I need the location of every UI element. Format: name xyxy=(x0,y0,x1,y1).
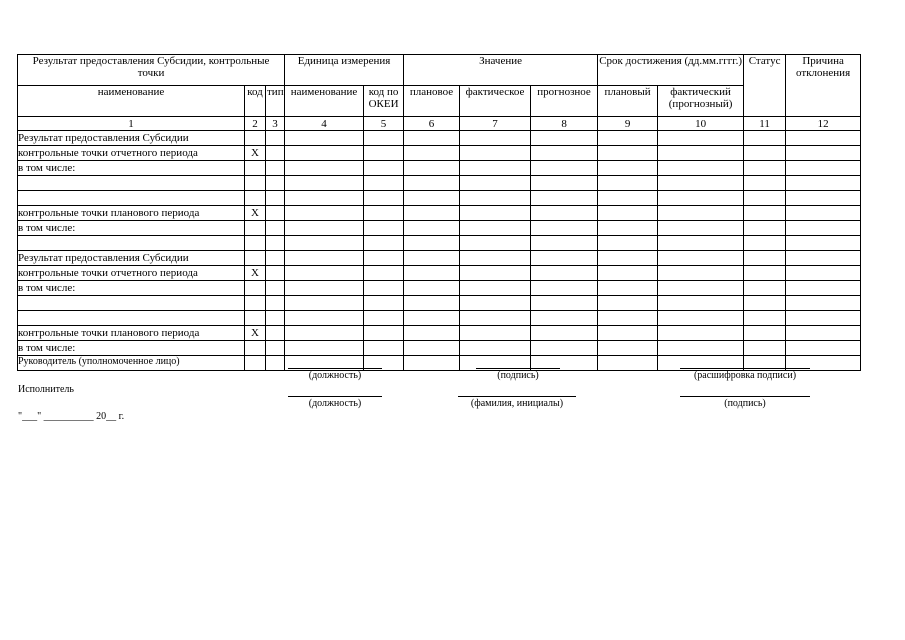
row-label: Результат предоставления Субсидии xyxy=(18,251,245,266)
executor-signature-caption: (подпись) xyxy=(724,398,766,409)
executor-position-caption: (должность) xyxy=(308,398,362,409)
table-cell xyxy=(658,326,744,341)
table-cell xyxy=(266,131,285,146)
row-code-cell xyxy=(245,131,266,146)
table-cell xyxy=(285,161,364,176)
table-row xyxy=(18,341,861,356)
table-cell xyxy=(531,311,598,326)
column-number-11: 11 xyxy=(744,117,786,131)
row-label: контрольные точки отчетного периода xyxy=(18,146,245,161)
table-cell xyxy=(460,326,531,341)
table-cell xyxy=(364,266,404,281)
table-cell xyxy=(744,251,786,266)
table-cell xyxy=(364,251,404,266)
table-cell xyxy=(404,251,460,266)
table-cell xyxy=(285,131,364,146)
table-cell xyxy=(744,281,786,296)
table-cell xyxy=(460,176,531,191)
row-label xyxy=(18,311,245,326)
table-cell xyxy=(460,221,531,236)
header-code: код xyxy=(245,86,266,117)
table-cell xyxy=(598,206,658,221)
table-cell xyxy=(266,236,285,251)
head-decoding-caption: (расшифровка подписи) xyxy=(693,370,797,381)
head-label: Руководитель (уполномоченное лицо) xyxy=(18,356,180,367)
column-number-4: 4 xyxy=(285,117,364,131)
table-cell xyxy=(404,131,460,146)
row-code-cell xyxy=(245,356,266,371)
table-cell xyxy=(531,131,598,146)
table-cell xyxy=(744,146,786,161)
table-cell xyxy=(598,326,658,341)
row-label: Результат предоставления Субсидии xyxy=(18,131,245,146)
head-position-line xyxy=(288,368,382,369)
row-code-cell xyxy=(245,341,266,356)
table-cell xyxy=(266,176,285,191)
row-label xyxy=(18,191,245,206)
row-label: контрольные точки отчетного периода xyxy=(18,266,245,281)
table-cell xyxy=(744,341,786,356)
table-cell xyxy=(404,341,460,356)
table-cell xyxy=(364,206,404,221)
header-unit-group: Единица измерения xyxy=(285,55,404,86)
table-cell xyxy=(285,236,364,251)
table-cell xyxy=(460,281,531,296)
table-row xyxy=(18,131,861,146)
table-cell xyxy=(598,311,658,326)
table-cell xyxy=(598,146,658,161)
table-cell xyxy=(658,311,744,326)
table-cell xyxy=(364,296,404,311)
table-cell xyxy=(658,131,744,146)
table-cell xyxy=(658,191,744,206)
table-cell xyxy=(266,356,285,371)
header-forecast: прогнозное xyxy=(531,86,598,117)
row-label: в том числе: xyxy=(18,341,245,356)
table-cell xyxy=(598,176,658,191)
table-cell xyxy=(404,326,460,341)
table-cell xyxy=(786,161,861,176)
table-cell xyxy=(531,266,598,281)
table-cell xyxy=(531,161,598,176)
table-cell xyxy=(744,131,786,146)
table-cell xyxy=(598,191,658,206)
row-code-cell xyxy=(245,176,266,191)
table-row xyxy=(18,146,861,161)
table-cell xyxy=(744,206,786,221)
table-cell xyxy=(786,146,861,161)
table-cell xyxy=(658,236,744,251)
head-signature-line xyxy=(476,368,560,369)
table-cell xyxy=(364,281,404,296)
column-number-6: 6 xyxy=(404,117,460,131)
table-cell xyxy=(364,161,404,176)
row-label: в том числе: xyxy=(18,161,245,176)
row-code-cell: X xyxy=(245,326,266,341)
header-unit-name: наименование xyxy=(285,86,364,117)
table-cell xyxy=(266,311,285,326)
table-row xyxy=(18,206,861,221)
table-cell xyxy=(598,251,658,266)
table-cell xyxy=(285,296,364,311)
table-cell xyxy=(786,296,861,311)
table-cell xyxy=(460,131,531,146)
table-cell xyxy=(658,176,744,191)
row-code-cell xyxy=(245,311,266,326)
table-cell xyxy=(786,341,861,356)
row-label: в том числе: xyxy=(18,281,245,296)
row-code-cell xyxy=(245,161,266,176)
header-okei-code: код по ОКЕИ xyxy=(364,86,404,117)
table-cell xyxy=(404,296,460,311)
table-cell xyxy=(404,146,460,161)
table-cell xyxy=(658,146,744,161)
table-cell xyxy=(404,176,460,191)
head-signature-caption: (подпись) xyxy=(497,370,539,381)
table-cell xyxy=(531,251,598,266)
table-cell xyxy=(364,311,404,326)
table-row xyxy=(18,161,861,176)
table-cell xyxy=(404,281,460,296)
table-cell xyxy=(786,131,861,146)
row-code-cell: X xyxy=(245,146,266,161)
table-cell xyxy=(266,161,285,176)
table-cell xyxy=(364,326,404,341)
column-number-5: 5 xyxy=(364,117,404,131)
table-row xyxy=(18,326,861,341)
column-number-3: 3 xyxy=(266,117,285,131)
table-cell xyxy=(786,191,861,206)
header-type: тип xyxy=(266,86,285,117)
row-code-cell xyxy=(245,221,266,236)
table-cell xyxy=(460,296,531,311)
column-number-2: 2 xyxy=(245,117,266,131)
table-cell xyxy=(658,266,744,281)
table-cell xyxy=(786,326,861,341)
executor-position-line xyxy=(288,396,382,397)
table-row xyxy=(18,236,861,251)
table-row xyxy=(18,251,861,266)
table-cell xyxy=(786,281,861,296)
table-cell xyxy=(460,236,531,251)
table-cell xyxy=(266,266,285,281)
table-cell xyxy=(404,191,460,206)
row-label xyxy=(18,296,245,311)
table-cell xyxy=(786,251,861,266)
table-cell xyxy=(598,341,658,356)
column-number-9: 9 xyxy=(598,117,658,131)
table-cell xyxy=(786,311,861,326)
table-cell xyxy=(266,221,285,236)
column-number-12: 12 xyxy=(786,117,861,131)
table-row xyxy=(18,311,861,326)
header-name: наименование xyxy=(18,86,245,117)
table-cell xyxy=(598,296,658,311)
row-label xyxy=(18,176,245,191)
table-row xyxy=(18,221,861,236)
table-cell xyxy=(404,266,460,281)
table-cell xyxy=(744,296,786,311)
table-cell xyxy=(658,161,744,176)
report-table xyxy=(17,54,861,371)
header-result-group: Результат предоставления Субсидии, контрольные точки xyxy=(18,55,285,86)
table-cell xyxy=(460,251,531,266)
table-cell xyxy=(531,206,598,221)
table-cell xyxy=(786,221,861,236)
table-cell xyxy=(460,206,531,221)
table-cell xyxy=(266,191,285,206)
table-cell xyxy=(658,251,744,266)
header-deadline-group: Срок достижения (дд.мм.гггг.) xyxy=(598,55,744,86)
table-cell xyxy=(266,146,285,161)
table-cell xyxy=(531,236,598,251)
executor-label: Исполнитель xyxy=(18,384,74,395)
table-cell xyxy=(285,251,364,266)
table-cell xyxy=(786,176,861,191)
header-status: Статус xyxy=(744,55,786,117)
table-cell xyxy=(364,341,404,356)
table-cell xyxy=(404,161,460,176)
row-code-cell xyxy=(245,236,266,251)
row-code-cell xyxy=(245,251,266,266)
table-cell xyxy=(744,326,786,341)
header-planned-date: плановый xyxy=(598,86,658,117)
table-cell xyxy=(364,221,404,236)
table-cell xyxy=(598,266,658,281)
header-actual: фактическое xyxy=(460,86,531,117)
table-cell xyxy=(404,356,460,371)
table-cell xyxy=(658,221,744,236)
table-cell xyxy=(460,191,531,206)
table-cell xyxy=(744,266,786,281)
table-cell xyxy=(598,356,658,371)
table-cell xyxy=(531,281,598,296)
column-number-10: 10 xyxy=(658,117,744,131)
table-cell xyxy=(744,221,786,236)
table-cell xyxy=(285,221,364,236)
table-cell xyxy=(531,146,598,161)
column-number-1: 1 xyxy=(18,117,245,131)
table-cell xyxy=(285,281,364,296)
header-planned: плановое xyxy=(404,86,460,117)
table-cell xyxy=(786,206,861,221)
table-cell xyxy=(531,191,598,206)
table-cell xyxy=(285,311,364,326)
row-code-cell xyxy=(245,281,266,296)
table-row xyxy=(18,266,861,281)
column-number-7: 7 xyxy=(460,117,531,131)
table-cell xyxy=(266,281,285,296)
table-cell xyxy=(404,206,460,221)
table-cell xyxy=(598,236,658,251)
table-cell xyxy=(266,341,285,356)
table-cell xyxy=(404,311,460,326)
table-cell xyxy=(531,296,598,311)
table-cell xyxy=(364,146,404,161)
header-reason: Причина отклонения xyxy=(786,55,861,117)
table-cell xyxy=(460,311,531,326)
table-row xyxy=(18,296,861,311)
row-label: в том числе: xyxy=(18,221,245,236)
table-cell xyxy=(364,176,404,191)
column-number-8: 8 xyxy=(531,117,598,131)
table-cell xyxy=(531,326,598,341)
table-cell xyxy=(598,131,658,146)
table-cell xyxy=(266,206,285,221)
table-cell xyxy=(786,266,861,281)
table-cell xyxy=(364,191,404,206)
table-cell xyxy=(658,296,744,311)
table-cell xyxy=(285,341,364,356)
header-value-group: Значение xyxy=(404,55,598,86)
column-number-row xyxy=(18,117,861,131)
table-cell xyxy=(658,341,744,356)
head-position-caption: (должность) xyxy=(308,370,362,381)
table-cell xyxy=(786,236,861,251)
table-cell xyxy=(744,191,786,206)
header-actual-date: фактический (прогнозный) xyxy=(658,86,744,117)
table-cell xyxy=(658,206,744,221)
table-cell xyxy=(460,161,531,176)
table-cell xyxy=(266,251,285,266)
table-cell xyxy=(744,161,786,176)
table-cell xyxy=(460,266,531,281)
table-cell xyxy=(658,281,744,296)
table-row xyxy=(18,191,861,206)
table-cell xyxy=(531,341,598,356)
table-cell xyxy=(744,176,786,191)
table-cell xyxy=(404,236,460,251)
table-cell xyxy=(531,221,598,236)
table-cell xyxy=(460,341,531,356)
row-code-cell: X xyxy=(245,206,266,221)
row-label: контрольные точки планового периода xyxy=(18,326,245,341)
table-cell xyxy=(285,206,364,221)
table-cell xyxy=(285,266,364,281)
head-decoding-line xyxy=(680,368,810,369)
table-cell xyxy=(598,161,658,176)
row-code-cell xyxy=(245,191,266,206)
table-cell xyxy=(285,146,364,161)
table-cell xyxy=(460,146,531,161)
row-label xyxy=(18,236,245,251)
executor-signature-line xyxy=(680,396,810,397)
table-cell xyxy=(598,221,658,236)
table-row xyxy=(18,176,861,191)
table-cell xyxy=(744,311,786,326)
table-cell xyxy=(364,236,404,251)
row-label: контрольные точки планового периода xyxy=(18,206,245,221)
table-row xyxy=(18,281,861,296)
date-line: "___" __________ 20__ г. xyxy=(18,411,125,422)
row-code-cell xyxy=(245,296,266,311)
table-cell xyxy=(364,131,404,146)
row-code-cell: X xyxy=(245,266,266,281)
table-cell xyxy=(285,326,364,341)
table-cell xyxy=(285,191,364,206)
table-cell xyxy=(266,326,285,341)
table-cell xyxy=(404,221,460,236)
table-cell xyxy=(266,296,285,311)
table-cell xyxy=(598,281,658,296)
table-cell xyxy=(285,176,364,191)
table-cell xyxy=(744,236,786,251)
table-cell xyxy=(531,176,598,191)
executor-name-caption: (фамилия, инициалы) xyxy=(470,398,564,409)
executor-name-line xyxy=(458,396,576,397)
